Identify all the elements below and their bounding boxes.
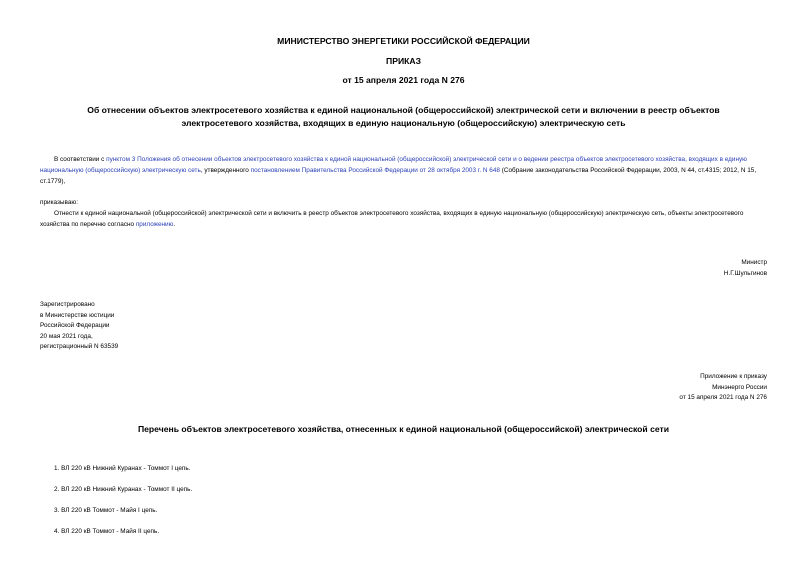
preamble-text-start: В соответствии с bbox=[54, 156, 107, 163]
list-item: 3. ВЛ 220 кВ Томмот - Майя I цепь. bbox=[54, 507, 158, 514]
appendix-ref-line-3: от 15 апреля 2021 года N 276 bbox=[679, 394, 767, 401]
appendix-ref-line-2: Минэнерго России bbox=[712, 383, 767, 391]
preamble-text-end: (Собрание законодательства Российской Федерации, 2003, N 44, ст.4315; 2012, N 15, ст.1779), bbox=[40, 167, 757, 185]
appendix-ref-line-1: Приложение к приказу bbox=[700, 373, 767, 380]
list-item: 4. ВЛ 220 кВ Томмот - Майя II цепь. bbox=[54, 528, 160, 535]
title-line-1: Об отнесении объектов электросетевого хозяйства к единой национальной (общероссийской) электрической сети и включении в реестр объектов bbox=[87, 105, 720, 115]
order-text-end: . bbox=[173, 221, 176, 228]
preamble-paragraph bbox=[40, 154, 768, 187]
appendix-title: Перечень объектов электросетевого хозяйства, отнесенных к единой национальной (общероссийской) электрической сети bbox=[137, 424, 670, 434]
signature-position: Министр bbox=[741, 259, 767, 266]
registration-line-1: Зарегистрировано bbox=[40, 301, 95, 308]
document-type: ПРИКАЗ bbox=[386, 56, 421, 66]
order-paragraph bbox=[40, 208, 768, 230]
preamble-text-mid: , утвержденного bbox=[200, 167, 251, 174]
appendix-reference bbox=[517, 372, 767, 404]
ministry-heading: МИНИСТЕРСТВО ЭНЕРГЕТИКИ РОССИЙСКОЙ ФЕДЕРАЦИИ bbox=[277, 36, 530, 46]
order-text-start: Отнести к единой национальной (общероссийской) электрической сети и включить в реестр объектов электросетевого хозяйства, входящих в единую национальную (общероссийскую) электрическую сеть, объекты электросетевого хозяйства по перечню согласно bbox=[40, 210, 744, 228]
registration-line-4: 20 мая 2021 года, bbox=[40, 332, 93, 340]
signature-name: Н.Г.Шульгинов bbox=[723, 269, 767, 277]
registration-line-3: Российской Федерации bbox=[40, 322, 110, 329]
government-decree-link[interactable]: постановлением Правительства Российской Федерации от 28 октября 2003 г. N 648 bbox=[250, 167, 500, 174]
registration-line-5: регистрационный N 63539 bbox=[40, 343, 119, 350]
registration-block bbox=[40, 300, 240, 353]
document-date: от 15 апреля 2021 года N 276 bbox=[342, 75, 465, 85]
list-item: 1. ВЛ 220 кВ Нижний Куранах - Томмот I цепь. bbox=[54, 465, 191, 472]
signature-block bbox=[567, 258, 767, 279]
registration-line-2: в Министерстве юстиции bbox=[40, 311, 115, 319]
appendix-link[interactable]: приложению bbox=[135, 221, 174, 228]
title-line-2: электросетевого хозяйства, входящих в единую национальную (общероссийскую) электрическую сеть bbox=[181, 118, 626, 128]
order-word: приказываю: bbox=[40, 199, 78, 206]
document-title bbox=[0, 104, 807, 130]
list-item: 2. ВЛ 220 кВ Нижний Куранах - Томмот II цепь. bbox=[54, 486, 193, 493]
regulation-link[interactable]: пунктом 3 Положения об отнесении объектов электросетевого хозяйства к единой национальной (общероссийской) электрической сети и о ведении реестра объектов электросетевого хозяйства, входящих в единую национальную (общероссийскую) электрическую сеть bbox=[40, 156, 747, 174]
